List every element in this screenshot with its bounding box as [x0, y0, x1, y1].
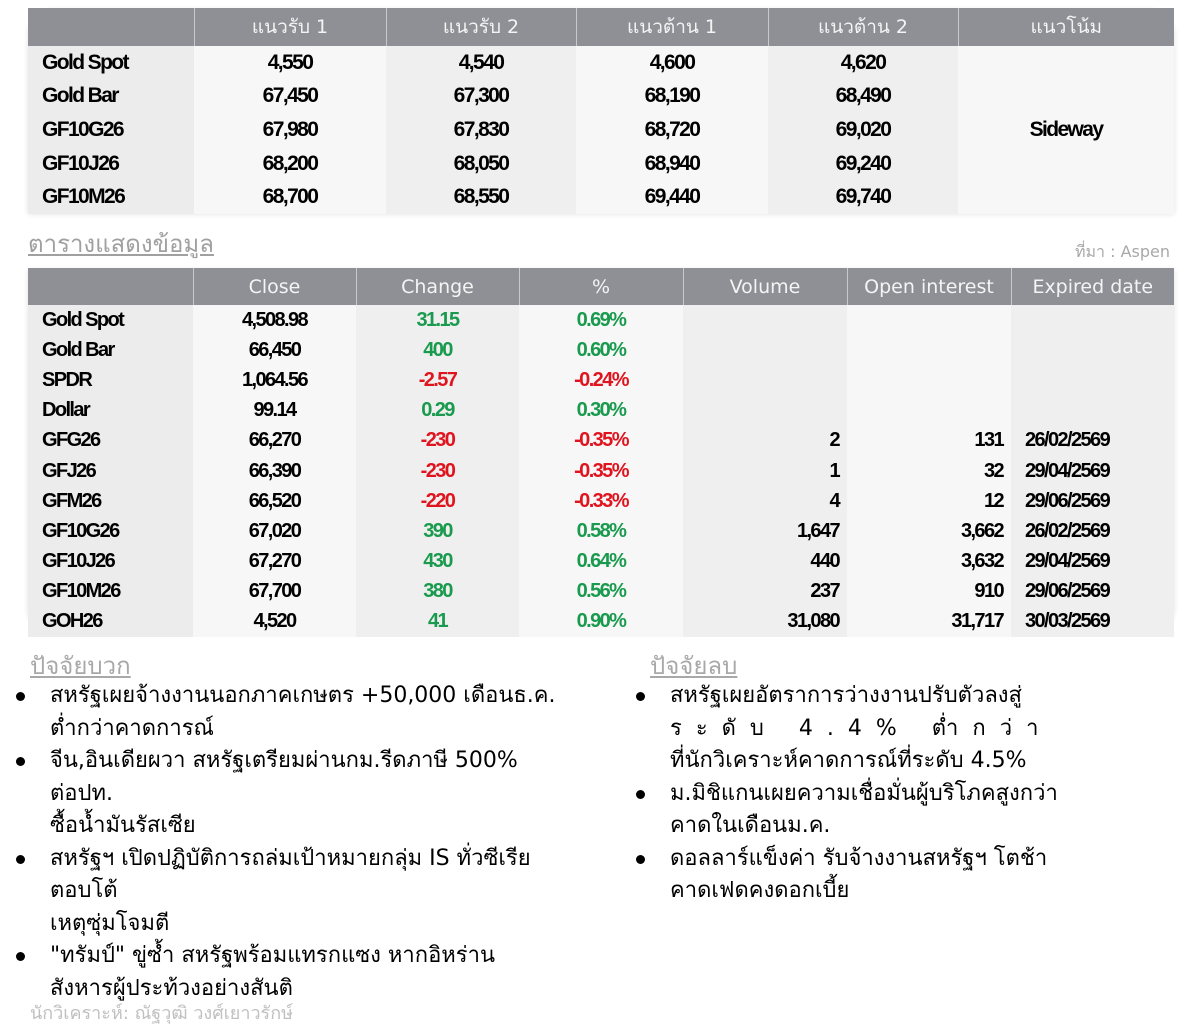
levels-header-row	[28, 8, 1174, 46]
positive-factor-item	[10, 680, 610, 745]
volume-value: 2	[683, 426, 847, 456]
support-2: 67,830	[386, 113, 576, 147]
instrument-name: GF10J26	[28, 147, 194, 181]
volume-value	[683, 396, 847, 426]
market-data-table	[28, 268, 1174, 633]
change-value: -230	[356, 426, 519, 456]
resistance-1: 68,720	[576, 113, 768, 147]
market-header-open-interest: Open interest	[847, 268, 1011, 305]
instrument-name: Gold Bar	[28, 335, 193, 365]
percent-change: -0.24%	[519, 365, 683, 395]
bullet-icon	[636, 855, 645, 864]
percent-change: 0.60%	[519, 335, 683, 365]
expired-date-value: 29/04/2569	[1011, 547, 1174, 577]
market-row	[28, 547, 1174, 577]
volume-value	[683, 305, 847, 335]
factor-text-line: คาดในเดือนม.ค.	[670, 813, 831, 838]
resistance-1: 68,940	[576, 147, 768, 181]
instrument-name: GF10M26	[28, 577, 193, 607]
change-value: 0.29	[356, 396, 519, 426]
percent-change: -0.35%	[519, 456, 683, 486]
positive-factor-item	[10, 745, 610, 843]
levels-header-support-2: แนวรับ 2	[386, 8, 576, 46]
positive-factors	[10, 646, 610, 1005]
support-2: 68,050	[386, 147, 576, 181]
factor-text-line: สหรัฐเผยจ้างงานนอกภาคเกษตร +50,000 เดือนธ.ค.	[50, 683, 556, 708]
change-value: -2.57	[356, 365, 519, 395]
expired-date-value: 26/02/2569	[1011, 426, 1174, 456]
expired-date-value	[1011, 365, 1174, 395]
trend-value: Sideway	[958, 46, 1174, 214]
percent-change: 0.64%	[519, 547, 683, 577]
resistance-2: 4,620	[768, 46, 958, 80]
market-row	[28, 577, 1174, 607]
change-value: 41	[356, 607, 519, 637]
open-interest-value	[847, 305, 1011, 335]
market-row	[28, 486, 1174, 516]
change-value: 390	[356, 516, 519, 546]
percent-change: -0.35%	[519, 426, 683, 456]
levels-header-support-1: แนวรับ 1	[194, 8, 386, 46]
close-value: 66,270	[193, 426, 356, 456]
open-interest-value: 910	[847, 577, 1011, 607]
factor-text-line: ต่อปท.	[50, 780, 113, 806]
factor-text-line: ระดับ 4.4% ต่ำกว่า	[670, 715, 1053, 741]
source-note: ที่มา : Aspen	[1074, 242, 1170, 261]
percent-change: 0.56%	[519, 577, 683, 607]
volume-value: 1,647	[683, 516, 847, 546]
market-header-name	[28, 268, 193, 305]
market-row	[28, 396, 1174, 426]
bullet-icon	[636, 790, 645, 799]
instrument-name: GFJ26	[28, 456, 193, 486]
close-value: 1,064.56	[193, 365, 356, 395]
negative-factors	[630, 646, 1130, 908]
instrument-name: GOH26	[28, 607, 193, 637]
negative-factors-list	[630, 680, 1130, 908]
instrument-name: Gold Spot	[28, 46, 194, 80]
change-value: 31.15	[356, 305, 519, 335]
factor-text-line: คาดเฟดคงดอกเบี้ย	[670, 878, 850, 903]
levels-header-trend: แนวโน้ม	[958, 8, 1174, 46]
support-resistance-table	[28, 8, 1174, 212]
bullet-icon	[16, 757, 25, 766]
positive-factors-list	[10, 680, 610, 1005]
instrument-name: SPDR	[28, 365, 193, 395]
resistance-2: 69,240	[768, 147, 958, 181]
instrument-name: GF10M26	[28, 180, 194, 214]
close-value: 4,508.98	[193, 305, 356, 335]
expired-date-value	[1011, 335, 1174, 365]
instrument-name: GF10G26	[28, 113, 194, 147]
volume-value	[683, 365, 847, 395]
bullet-icon	[16, 952, 25, 961]
close-value: 99.14	[193, 396, 356, 426]
factor-text-line: ม.มิชิแกนเผยความเชื่อมั่นผู้บริโภคสูงกว่า	[670, 780, 1058, 806]
resistance-1: 4,600	[576, 46, 768, 80]
resistance-1: 69,440	[576, 180, 768, 214]
bullet-icon	[636, 692, 645, 701]
expired-date-value: 29/04/2569	[1011, 456, 1174, 486]
open-interest-value: 31,717	[847, 607, 1011, 637]
support-1: 68,700	[194, 180, 386, 214]
support-1: 4,550	[194, 46, 386, 80]
percent-change: -0.33%	[519, 486, 683, 516]
positive-factors-title: ปัจจัยบวก	[30, 652, 131, 680]
expired-date-value: 26/02/2569	[1011, 516, 1174, 546]
factor-text-line: ต่ำกว่าคาดการณ์	[50, 715, 214, 741]
volume-value: 237	[683, 577, 847, 607]
data-table-title: ตารางแสดงข้อมูล	[28, 230, 214, 258]
levels-header-name	[28, 8, 194, 46]
negative-factor-item	[630, 778, 1130, 843]
instrument-name: GFG26	[28, 426, 193, 456]
volume-value: 1	[683, 456, 847, 486]
factor-text-line: สหรัฐฯ เปิดปฏิบัติการถล่มเป้าหมายกลุ่ม IS ทั่วซีเรีย	[50, 845, 531, 871]
market-row	[28, 305, 1174, 335]
close-value: 66,450	[193, 335, 356, 365]
market-header-expired-date: Expired date	[1011, 268, 1174, 305]
market-row	[28, 335, 1174, 365]
market-header-change: Change	[356, 268, 519, 305]
bullet-icon	[16, 855, 25, 864]
factor-text-line: จีน,อินเดียผวา สหรัฐเตรียมผ่านกม.รีดภาษี 500%	[50, 748, 518, 773]
percent-change: 0.69%	[519, 305, 683, 335]
negative-factors-title: ปัจจัยลบ	[650, 652, 738, 680]
market-row	[28, 516, 1174, 546]
instrument-name: GF10J26	[28, 547, 193, 577]
close-value: 67,270	[193, 547, 356, 577]
volume-value: 31,080	[683, 607, 847, 637]
support-2: 68,550	[386, 180, 576, 214]
open-interest-value	[847, 396, 1011, 426]
change-value: 380	[356, 577, 519, 607]
open-interest-value: 3,632	[847, 547, 1011, 577]
change-value: -220	[356, 486, 519, 516]
analyst-footer: นักวิเคราะห์: ณัฐวุฒิ วงศ์เยาวรักษ์	[30, 1003, 293, 1024]
close-value: 4,520	[193, 607, 356, 637]
expired-date-value	[1011, 305, 1174, 335]
volume-value: 4	[683, 486, 847, 516]
open-interest-value: 32	[847, 456, 1011, 486]
open-interest-value: 3,662	[847, 516, 1011, 546]
support-2: 4,540	[386, 46, 576, 80]
market-row	[28, 607, 1174, 637]
market-row	[28, 426, 1174, 456]
market-row	[28, 365, 1174, 395]
levels-header-resistance-2: แนวต้าน 2	[768, 8, 958, 46]
levels-header-resistance-1: แนวต้าน 1	[576, 8, 768, 46]
factor-text-line: สังหารผู้ประท้วงอย่างสันติ	[50, 975, 293, 1001]
resistance-2: 68,490	[768, 80, 958, 114]
expired-date-value	[1011, 396, 1174, 426]
market-header-volume: Volume	[683, 268, 847, 305]
open-interest-value	[847, 335, 1011, 365]
change-value: 400	[356, 335, 519, 365]
close-value: 66,520	[193, 486, 356, 516]
factor-text-line: ดอลลาร์แข็งค่า รับจ้างงานสหรัฐฯ โตช้า	[670, 845, 1048, 871]
close-value: 67,020	[193, 516, 356, 546]
change-value: 430	[356, 547, 519, 577]
instrument-name: Gold Spot	[28, 305, 193, 335]
factor-text-line: ตอบโต้	[50, 878, 118, 903]
factor-text-line: เหตุซุ่มโจมตี	[50, 910, 170, 936]
expired-date-value: 29/06/2569	[1011, 486, 1174, 516]
negative-factor-item	[630, 680, 1130, 778]
open-interest-value	[847, 365, 1011, 395]
open-interest-value: 12	[847, 486, 1011, 516]
factor-text-line: ซื้อน้ำมันรัสเซีย	[50, 813, 196, 838]
factor-text-line: สหรัฐเผยอัตราการว่างงานปรับตัวลงสู่	[670, 683, 1022, 708]
volume-value: 440	[683, 547, 847, 577]
instrument-name: Dollar	[28, 396, 193, 426]
open-interest-value: 131	[847, 426, 1011, 456]
support-1: 68,200	[194, 147, 386, 181]
market-header-percent: %	[519, 268, 683, 305]
market-row	[28, 456, 1174, 486]
support-1: 67,980	[194, 113, 386, 147]
market-header-close: Close	[193, 268, 356, 305]
levels-row	[28, 46, 1174, 80]
positive-factor-item	[10, 940, 610, 1005]
close-value: 66,390	[193, 456, 356, 486]
instrument-name: GFM26	[28, 486, 193, 516]
volume-value	[683, 335, 847, 365]
factor-text-line: "ทรัมป์" ขู่ซ้ำ สหรัฐพร้อมแทรกแซง หากอิหร่าน	[50, 943, 496, 968]
factor-text-line: ที่นักวิเคราะห์คาดการณ์ที่ระดับ 4.5%	[670, 748, 1027, 773]
percent-change: 0.58%	[519, 516, 683, 546]
expired-date-value: 30/03/2569	[1011, 607, 1174, 637]
instrument-name: GF10G26	[28, 516, 193, 546]
percent-change: 0.90%	[519, 607, 683, 637]
resistance-2: 69,020	[768, 113, 958, 147]
support-1: 67,450	[194, 80, 386, 114]
expired-date-value: 29/06/2569	[1011, 577, 1174, 607]
bullet-icon	[16, 692, 25, 701]
negative-factor-item	[630, 843, 1130, 908]
percent-change: 0.30%	[519, 396, 683, 426]
resistance-2: 69,740	[768, 180, 958, 214]
instrument-name: Gold Bar	[28, 80, 194, 114]
market-header-row	[28, 268, 1174, 305]
change-value: -230	[356, 456, 519, 486]
resistance-1: 68,190	[576, 80, 768, 114]
support-2: 67,300	[386, 80, 576, 114]
close-value: 67,700	[193, 577, 356, 607]
positive-factor-item	[10, 843, 610, 941]
